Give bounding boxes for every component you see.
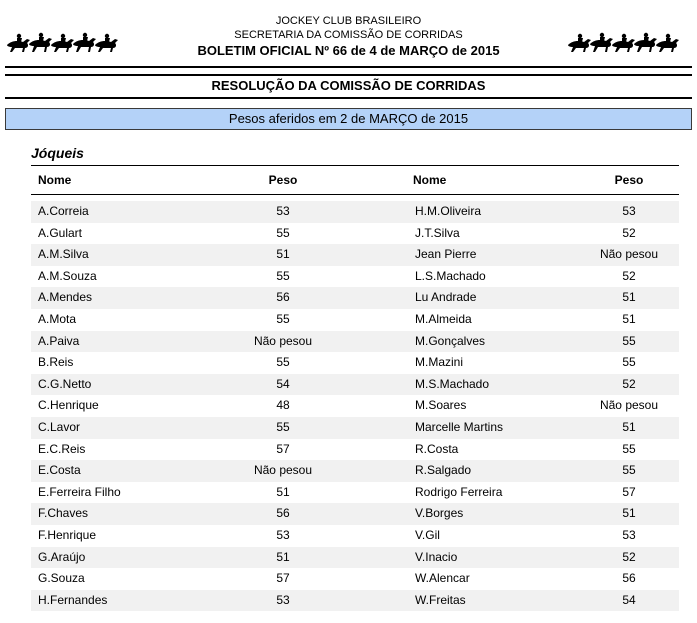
- jockey-name: E.Costa: [38, 463, 81, 478]
- jockey-weight: 55: [276, 225, 290, 240]
- table-row: [31, 547, 679, 569]
- jockey-name: G.Souza: [38, 571, 85, 586]
- table-row: [31, 352, 679, 374]
- resolution-title: RESOLUÇÃO DA COMISSÃO DE CORRIDAS: [211, 78, 486, 93]
- jockey-name: M.Gonçalves: [415, 333, 486, 348]
- table-row: [31, 460, 679, 482]
- jockey-weight: 55: [276, 355, 290, 370]
- section-title: Jóqueis: [31, 145, 84, 161]
- jockey-weight: 53: [622, 527, 636, 542]
- jockey-name: A.M.Silva: [38, 247, 89, 262]
- jockey-name: C.Henrique: [38, 398, 99, 413]
- jockey-name: V.Inacio: [415, 549, 458, 564]
- jockey-name: F.Chaves: [38, 506, 89, 521]
- jockey-weight: 52: [622, 549, 636, 564]
- table-row: [31, 309, 679, 331]
- jockey-name: E.C.Reis: [38, 441, 86, 456]
- jockey-weight: 55: [622, 441, 636, 456]
- weights-date-band: [5, 108, 692, 130]
- jockey-name: C.G.Netto: [38, 376, 92, 391]
- jockey-weight: 56: [276, 290, 290, 305]
- jockey-name: A.Mendes: [38, 290, 93, 305]
- table-row: [31, 525, 679, 547]
- table-row: [31, 244, 679, 266]
- jockey-weight: 52: [622, 268, 636, 283]
- jockey-weight: 55: [622, 355, 636, 370]
- jockey-weight: Não pesou: [253, 463, 313, 478]
- jockey-name: Lu Andrade: [415, 290, 477, 305]
- jockey-name: V.Borges: [415, 506, 464, 521]
- jockey-name: A.Paiva: [38, 333, 80, 348]
- jockey-weight: 53: [276, 527, 290, 542]
- jockey-weight: 54: [622, 592, 636, 607]
- department-name: SECRETARIA DA COMISSÃO DE CORRIDAS: [234, 29, 463, 41]
- jockey-weight: 55: [276, 419, 290, 434]
- jockey-weight: 56: [622, 571, 636, 586]
- jockey-name: W.Alencar: [415, 571, 470, 586]
- table-row: [31, 223, 679, 245]
- table-row: [31, 331, 679, 353]
- column-header-name: Nome: [413, 173, 447, 187]
- jockey-name: Rodrigo Ferreira: [415, 484, 503, 499]
- jockey-weight: 51: [276, 247, 290, 262]
- table-row: [31, 590, 679, 612]
- table-row: [31, 374, 679, 396]
- table-row: [31, 417, 679, 439]
- bulletin-title: BOLETIM OFICIAL Nº 66 de 4 de MARÇO de 2015: [197, 43, 500, 58]
- jockey-name: B.Reis: [38, 355, 74, 370]
- jockey-name: M.Mazini: [415, 355, 464, 370]
- racing-horses-icon: [5, 30, 131, 54]
- bulletin-header: [0, 0, 697, 66]
- weights-date-label: Pesos aferidos em 2 de MARÇO de 2015: [228, 111, 469, 126]
- jockey-weight: 55: [622, 463, 636, 478]
- jockey-weight: 51: [276, 549, 290, 564]
- jockey-weight: 55: [276, 311, 290, 326]
- resolution-bottom-divider: [5, 97, 692, 99]
- jockey-weight: 52: [622, 225, 636, 240]
- table-row: [31, 568, 679, 590]
- table-row: [31, 439, 679, 461]
- table-body: [31, 201, 679, 611]
- jockey-weight: 57: [276, 441, 290, 456]
- jockey-weight: 57: [276, 571, 290, 586]
- jockey-weight: 48: [276, 398, 290, 413]
- header-divider: [5, 66, 692, 68]
- jockey-weight: Não pesou: [599, 247, 659, 262]
- column-header-weight: Peso: [614, 173, 644, 187]
- jockey-weight: 55: [276, 268, 290, 283]
- racing-horses-icon: [566, 30, 692, 54]
- jockey-name: J.T.Silva: [415, 225, 460, 240]
- jockey-weight: 53: [276, 592, 290, 607]
- jockey-weight: 51: [276, 484, 290, 499]
- jockey-name: E.Ferreira Filho: [38, 484, 121, 499]
- column-header-name: Nome: [38, 173, 72, 187]
- org-name: JOCKEY CLUB BRASILEIRO: [275, 15, 422, 27]
- table-header: [31, 165, 679, 195]
- jockey-weight: 51: [622, 311, 636, 326]
- jockey-weight: 51: [622, 419, 636, 434]
- jockey-weight: 53: [276, 204, 290, 218]
- jockey-name: A.Gulart: [38, 225, 83, 240]
- jockey-name: G.Araújo: [38, 549, 86, 564]
- jockey-weight: 57: [622, 484, 636, 499]
- table-row: [31, 503, 679, 525]
- jockey-weight: 52: [622, 376, 636, 391]
- jockey-name: A.M.Souza: [38, 268, 97, 283]
- jockey-weight: Não pesou: [253, 333, 313, 348]
- jockey-name: Marcelle Martins: [415, 419, 504, 434]
- jockey-weight: 51: [622, 290, 636, 305]
- resolution-top-divider: [5, 74, 692, 76]
- jockey-name: C.Lavor: [38, 419, 81, 434]
- jockey-weight: 53: [622, 204, 636, 218]
- jockey-name: M.S.Machado: [415, 376, 490, 391]
- column-header-weight: Peso: [268, 173, 298, 187]
- jockey-name: M.Almeida: [415, 311, 472, 326]
- jockey-name: Jean Pierre: [415, 247, 477, 262]
- jockey-name: L.S.Machado: [415, 268, 486, 283]
- table-row: [31, 395, 679, 417]
- jockey-name: M.Soares: [415, 398, 467, 413]
- jockey-weights-table: [31, 165, 679, 611]
- jockey-name: A.Mota: [38, 311, 77, 326]
- jockey-name: H.Fernandes: [38, 592, 108, 607]
- jockey-weight: 54: [276, 376, 290, 391]
- table-row: [31, 266, 679, 288]
- jockey-name: H.M.Oliveira: [415, 204, 482, 218]
- jockey-weight: 55: [622, 333, 636, 348]
- jockey-weight: 51: [622, 506, 636, 521]
- jockey-weight: Não pesou: [599, 398, 659, 413]
- jockey-name: W.Freitas: [415, 592, 466, 607]
- table-row: [31, 287, 679, 309]
- jockey-name: V.Gil: [415, 527, 440, 542]
- jockey-name: F.Henrique: [38, 527, 97, 542]
- table-row: [31, 201, 679, 223]
- jockey-name: R.Costa: [415, 441, 459, 456]
- jockey-weight: 56: [276, 506, 290, 521]
- jockey-name: A.Correia: [38, 204, 89, 218]
- jockey-name: R.Salgado: [415, 463, 472, 478]
- table-row: [31, 482, 679, 504]
